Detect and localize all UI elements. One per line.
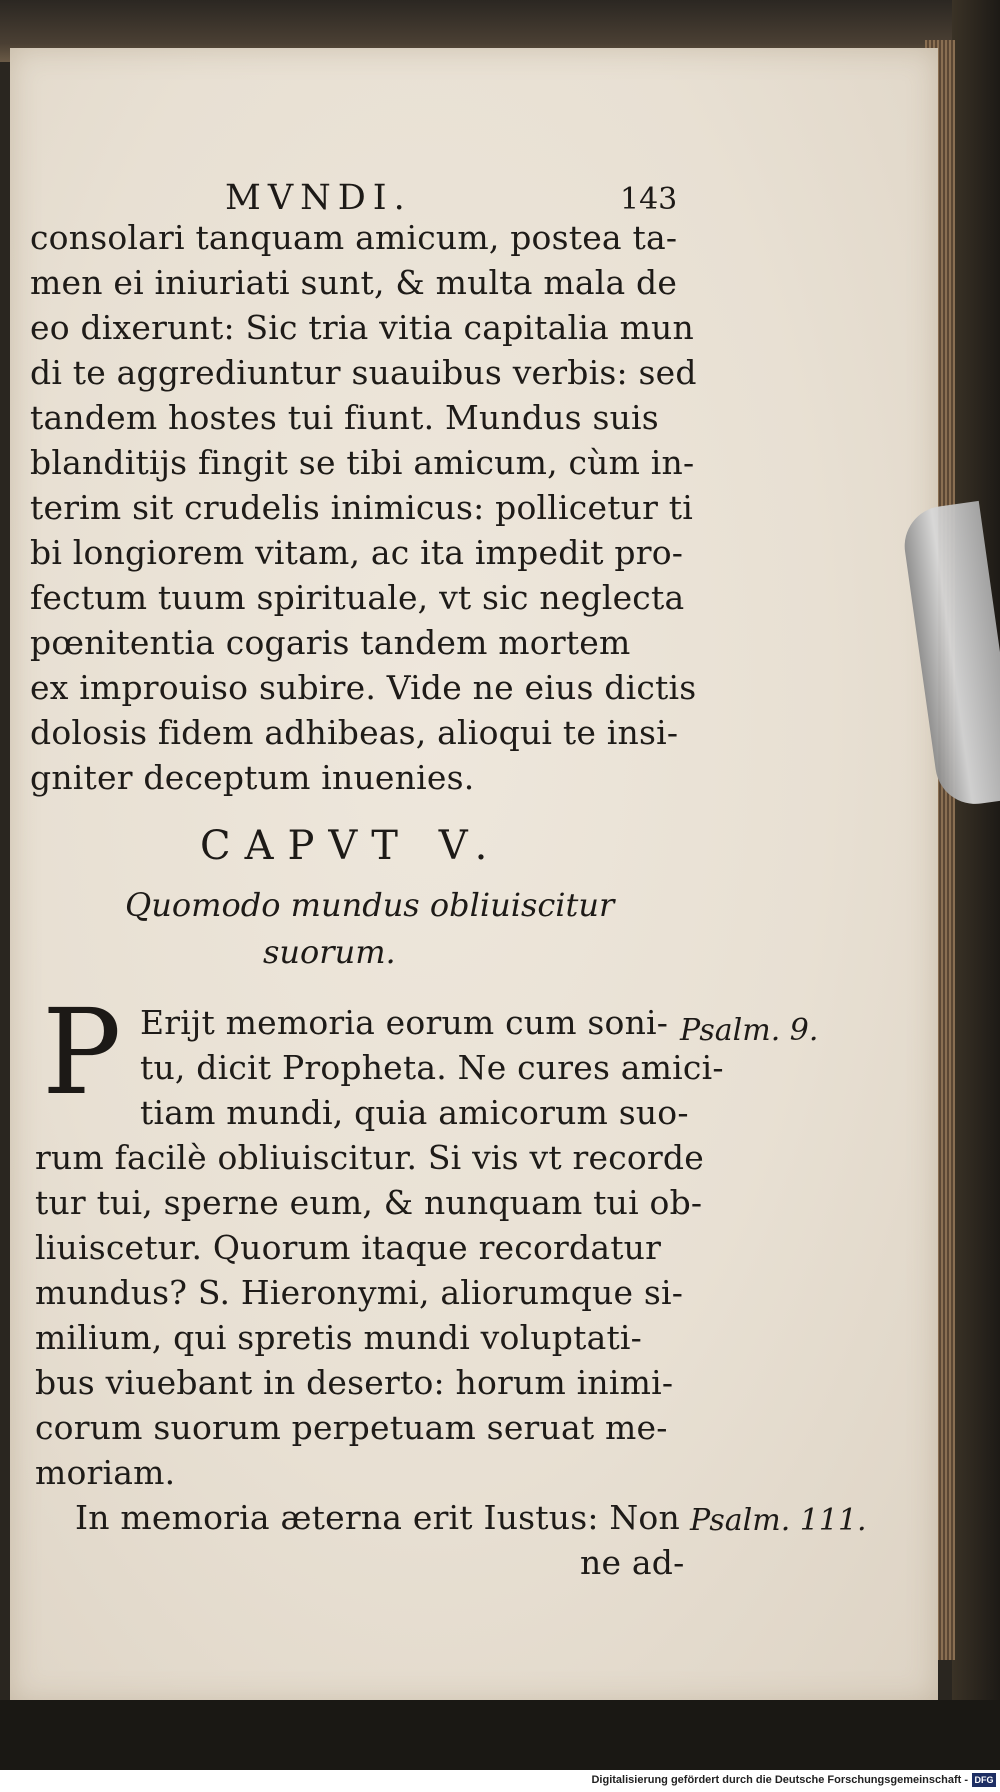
chapter-subtitle: Quomodo mundus obliuiscitur <box>125 886 615 924</box>
dfg-logo: DFG <box>972 1773 996 1787</box>
text-line: consolari tanquam amicum, postea ta- <box>30 218 678 257</box>
text-line: tiam mundi, quia amicorum suo- <box>140 1093 689 1132</box>
funding-credit: Digitalisierung gefördert durch die Deutsche Forschungsgemeinschaft - <box>591 1774 968 1786</box>
margin-note: Psalm. 111. <box>690 1503 867 1538</box>
text-line: bi longiorem vitam, ac ita impedit pro- <box>30 533 684 572</box>
text-line: rum facilè obliuiscitur. Si vis vt recorde <box>35 1138 704 1177</box>
page-number: 143 <box>620 182 678 217</box>
chapter-subtitle: suorum. <box>263 933 396 971</box>
chapter-heading: CAPVT V. <box>200 823 502 869</box>
text-line: milium, qui spretis mundi voluptati- <box>35 1318 643 1357</box>
text-line: liuiscetur. Quorum itaque recordatur <box>35 1228 662 1267</box>
footer-bar <box>0 1770 1000 1792</box>
scan-background <box>952 0 1000 1792</box>
text-line: pœnitentia cogaris tandem mortem <box>30 623 631 662</box>
text-line: corum suorum perpetuam seruat me- <box>35 1408 668 1447</box>
text-line: eo dixerunt: Sic tria vitia capitalia mun <box>30 308 694 347</box>
book-page <box>10 48 938 1703</box>
catchword: ne ad- <box>580 1543 685 1582</box>
text-line: ex improuiso subire. Vide ne eius dictis <box>30 668 697 707</box>
text-line: In memoria æterna erit Iustus: Non <box>75 1498 680 1537</box>
running-head: MVNDI. <box>225 178 412 218</box>
text-line: terim sit crudelis inimicus: pollicetur ti <box>30 488 693 527</box>
drop-cap: P <box>42 983 122 1121</box>
text-line: moriam. <box>35 1453 176 1492</box>
text-line: men ei iniuriati sunt, & multa mala de <box>30 263 678 302</box>
text-line: mundus? S. Hieronymi, aliorumque si- <box>35 1273 684 1312</box>
text-line: dolosis fidem adhibeas, alioqui te insi- <box>30 713 679 752</box>
text-line: tur tui, sperne eum, & nunquam tui ob- <box>35 1183 703 1222</box>
scan-background-bottom <box>0 1700 1000 1770</box>
text-line: Erijt memoria eorum cum soni- <box>140 1003 669 1042</box>
text-line: blanditijs fingit se tibi amicum, cùm in- <box>30 443 695 482</box>
text-line: bus viuebant in deserto: horum inimi- <box>35 1363 674 1402</box>
text-line: fectum tuum spirituale, vt sic neglecta <box>30 578 685 617</box>
text-line: gniter deceptum inuenies. <box>30 758 475 797</box>
text-line: tandem hostes tui fiunt. Mundus suis <box>30 398 659 437</box>
text-line: tu, dicit Propheta. Ne cures amici- <box>140 1048 724 1087</box>
text-line: di te aggrediuntur suauibus verbis: sed <box>30 353 697 392</box>
margin-note: Psalm. 9. <box>680 1013 819 1048</box>
